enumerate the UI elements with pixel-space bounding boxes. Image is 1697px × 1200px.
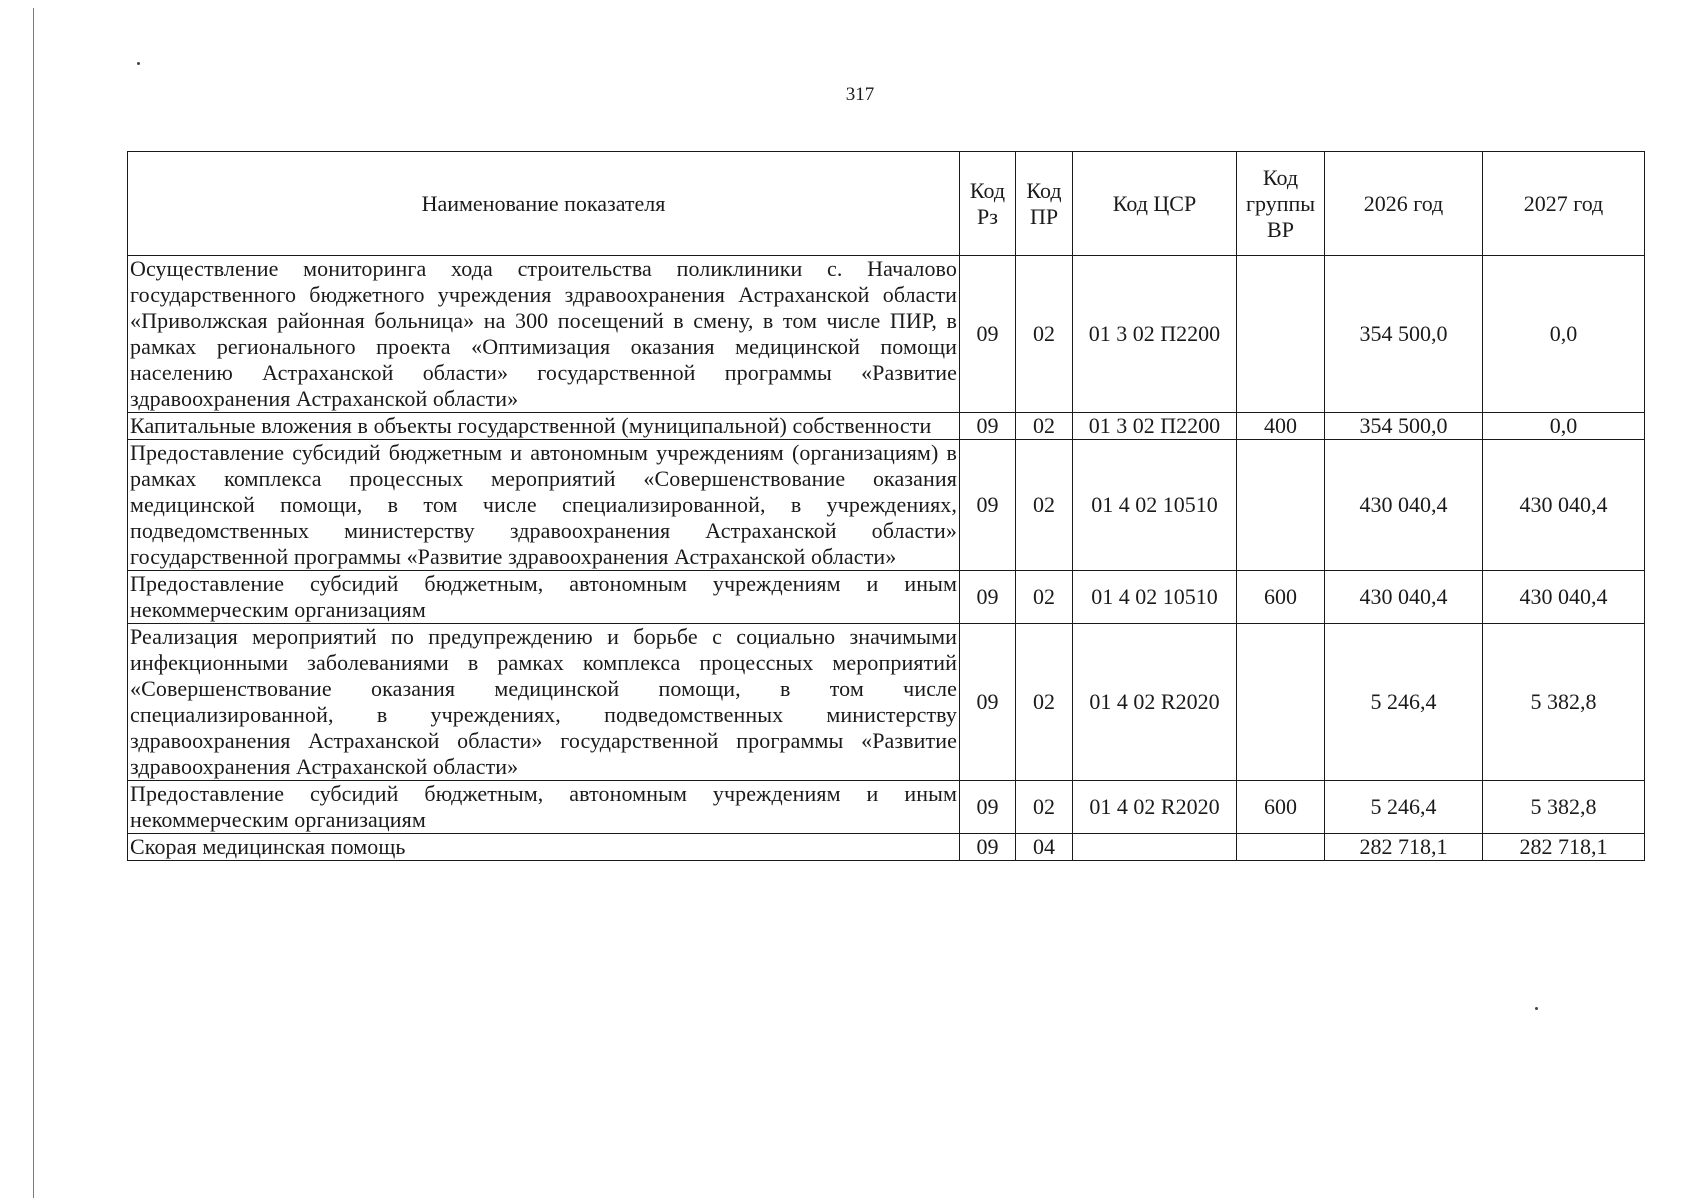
cell-pr: 04 (1016, 834, 1073, 861)
cell-2027: 430 040,4 (1483, 440, 1645, 571)
table-row (128, 624, 1645, 781)
cell-name: Осуществление мониторинга хода строительства поликлиники с. Началово государственного бюджетного учреждения здравоохранения Астраханской области «Приволжская районная больница» на 300 посещений в смену, в том числе ПИР, в рамках регионального проекта «Оптимизация оказания медицинской помощи населению Астраханской области» государственной программы «Развитие здравоохранения Астраханской области» (128, 256, 960, 413)
cell-name: Капитальные вложения в объекты государственной (муниципальной) собственности (128, 413, 960, 440)
header-name: Наименование показателя (128, 152, 960, 256)
cell-vr (1237, 440, 1325, 571)
table-row (128, 440, 1645, 571)
cell-rz: 09 (960, 256, 1016, 413)
cell-vr: 400 (1237, 413, 1325, 440)
cell-pr: 02 (1016, 781, 1073, 834)
cell-csr: 01 3 02 П2200 (1073, 413, 1237, 440)
cell-vr: 600 (1237, 571, 1325, 624)
cell-2027: 0,0 (1483, 256, 1645, 413)
header-vr: Код группы ВР (1237, 152, 1325, 256)
table-row (128, 781, 1645, 834)
cell-rz: 09 (960, 440, 1016, 571)
cell-2027: 5 382,8 (1483, 781, 1645, 834)
cell-pr: 02 (1016, 440, 1073, 571)
cell-csr (1073, 834, 1237, 861)
cell-vr (1237, 624, 1325, 781)
cell-pr: 02 (1016, 256, 1073, 413)
cell-2026: 282 718,1 (1325, 834, 1483, 861)
cell-2027: 0,0 (1483, 413, 1645, 440)
cell-2027: 282 718,1 (1483, 834, 1645, 861)
cell-vr (1237, 834, 1325, 861)
table-row (128, 256, 1645, 413)
cell-csr: 01 4 02 R2020 (1073, 624, 1237, 781)
cell-2027: 430 040,4 (1483, 571, 1645, 624)
budget-table (127, 151, 1645, 861)
header-csr: Код ЦСР (1073, 152, 1237, 256)
cell-rz: 09 (960, 571, 1016, 624)
cell-csr: 01 4 02 10510 (1073, 571, 1237, 624)
table-row (128, 571, 1645, 624)
cell-csr: 01 4 02 10510 (1073, 440, 1237, 571)
cell-2026: 5 246,4 (1325, 624, 1483, 781)
scan-speck (137, 62, 140, 65)
cell-rz: 09 (960, 781, 1016, 834)
cell-2026: 430 040,4 (1325, 440, 1483, 571)
header-rz: Код Рз (960, 152, 1016, 256)
scan-margin-line (33, 8, 34, 1198)
header-2027: 2027 год (1483, 152, 1645, 256)
cell-csr: 01 3 02 П2200 (1073, 256, 1237, 413)
cell-csr: 01 4 02 R2020 (1073, 781, 1237, 834)
cell-name: Предоставление субсидий бюджетным, автономным учреждениям и иным некоммерческим организациям (128, 571, 960, 624)
cell-2026: 354 500,0 (1325, 413, 1483, 440)
table-row (128, 834, 1645, 861)
header-2026: 2026 год (1325, 152, 1483, 256)
cell-rz: 09 (960, 624, 1016, 781)
cell-name: Скорая медицинская помощь (128, 834, 960, 861)
cell-2027: 5 382,8 (1483, 624, 1645, 781)
cell-pr: 02 (1016, 413, 1073, 440)
cell-pr: 02 (1016, 571, 1073, 624)
cell-vr: 600 (1237, 781, 1325, 834)
cell-name: Предоставление субсидий бюджетным, автономным учреждениям и иным некоммерческим организациям (128, 781, 960, 834)
cell-name: Реализация мероприятий по предупреждению и борьбе с социально значимыми инфекционными заболеваниями в рамках комплекса процессных мероприятий «Совершенствование оказания медицинской помощи, в том числе специализированной, в учреждениях, подведомственных министерству здравоохранения Астраханской области» государственной программы «Развитие здравоохранения Астраханской области» (128, 624, 960, 781)
cell-2026: 5 246,4 (1325, 781, 1483, 834)
cell-name: Предоставление субсидий бюджетным и автономным учреждениям (организациям) в рамках комплекса процессных мероприятий «Совершенствование оказания медицинской помощи, в том числе специализированной, в учреждениях, подведомственных министерству здравоохранения Астраханской области» государственной программы «Развитие здравоохранения Астраханской области» (128, 440, 960, 571)
cell-vr (1237, 256, 1325, 413)
scan-speck (1535, 1007, 1538, 1010)
cell-rz: 09 (960, 413, 1016, 440)
cell-rz: 09 (960, 834, 1016, 861)
cell-2026: 430 040,4 (1325, 571, 1483, 624)
table-row (128, 413, 1645, 440)
cell-2026: 354 500,0 (1325, 256, 1483, 413)
cell-pr: 02 (1016, 624, 1073, 781)
page-number: 317 (845, 84, 875, 105)
table-header-row (128, 152, 1645, 256)
header-pr: Код ПР (1016, 152, 1073, 256)
